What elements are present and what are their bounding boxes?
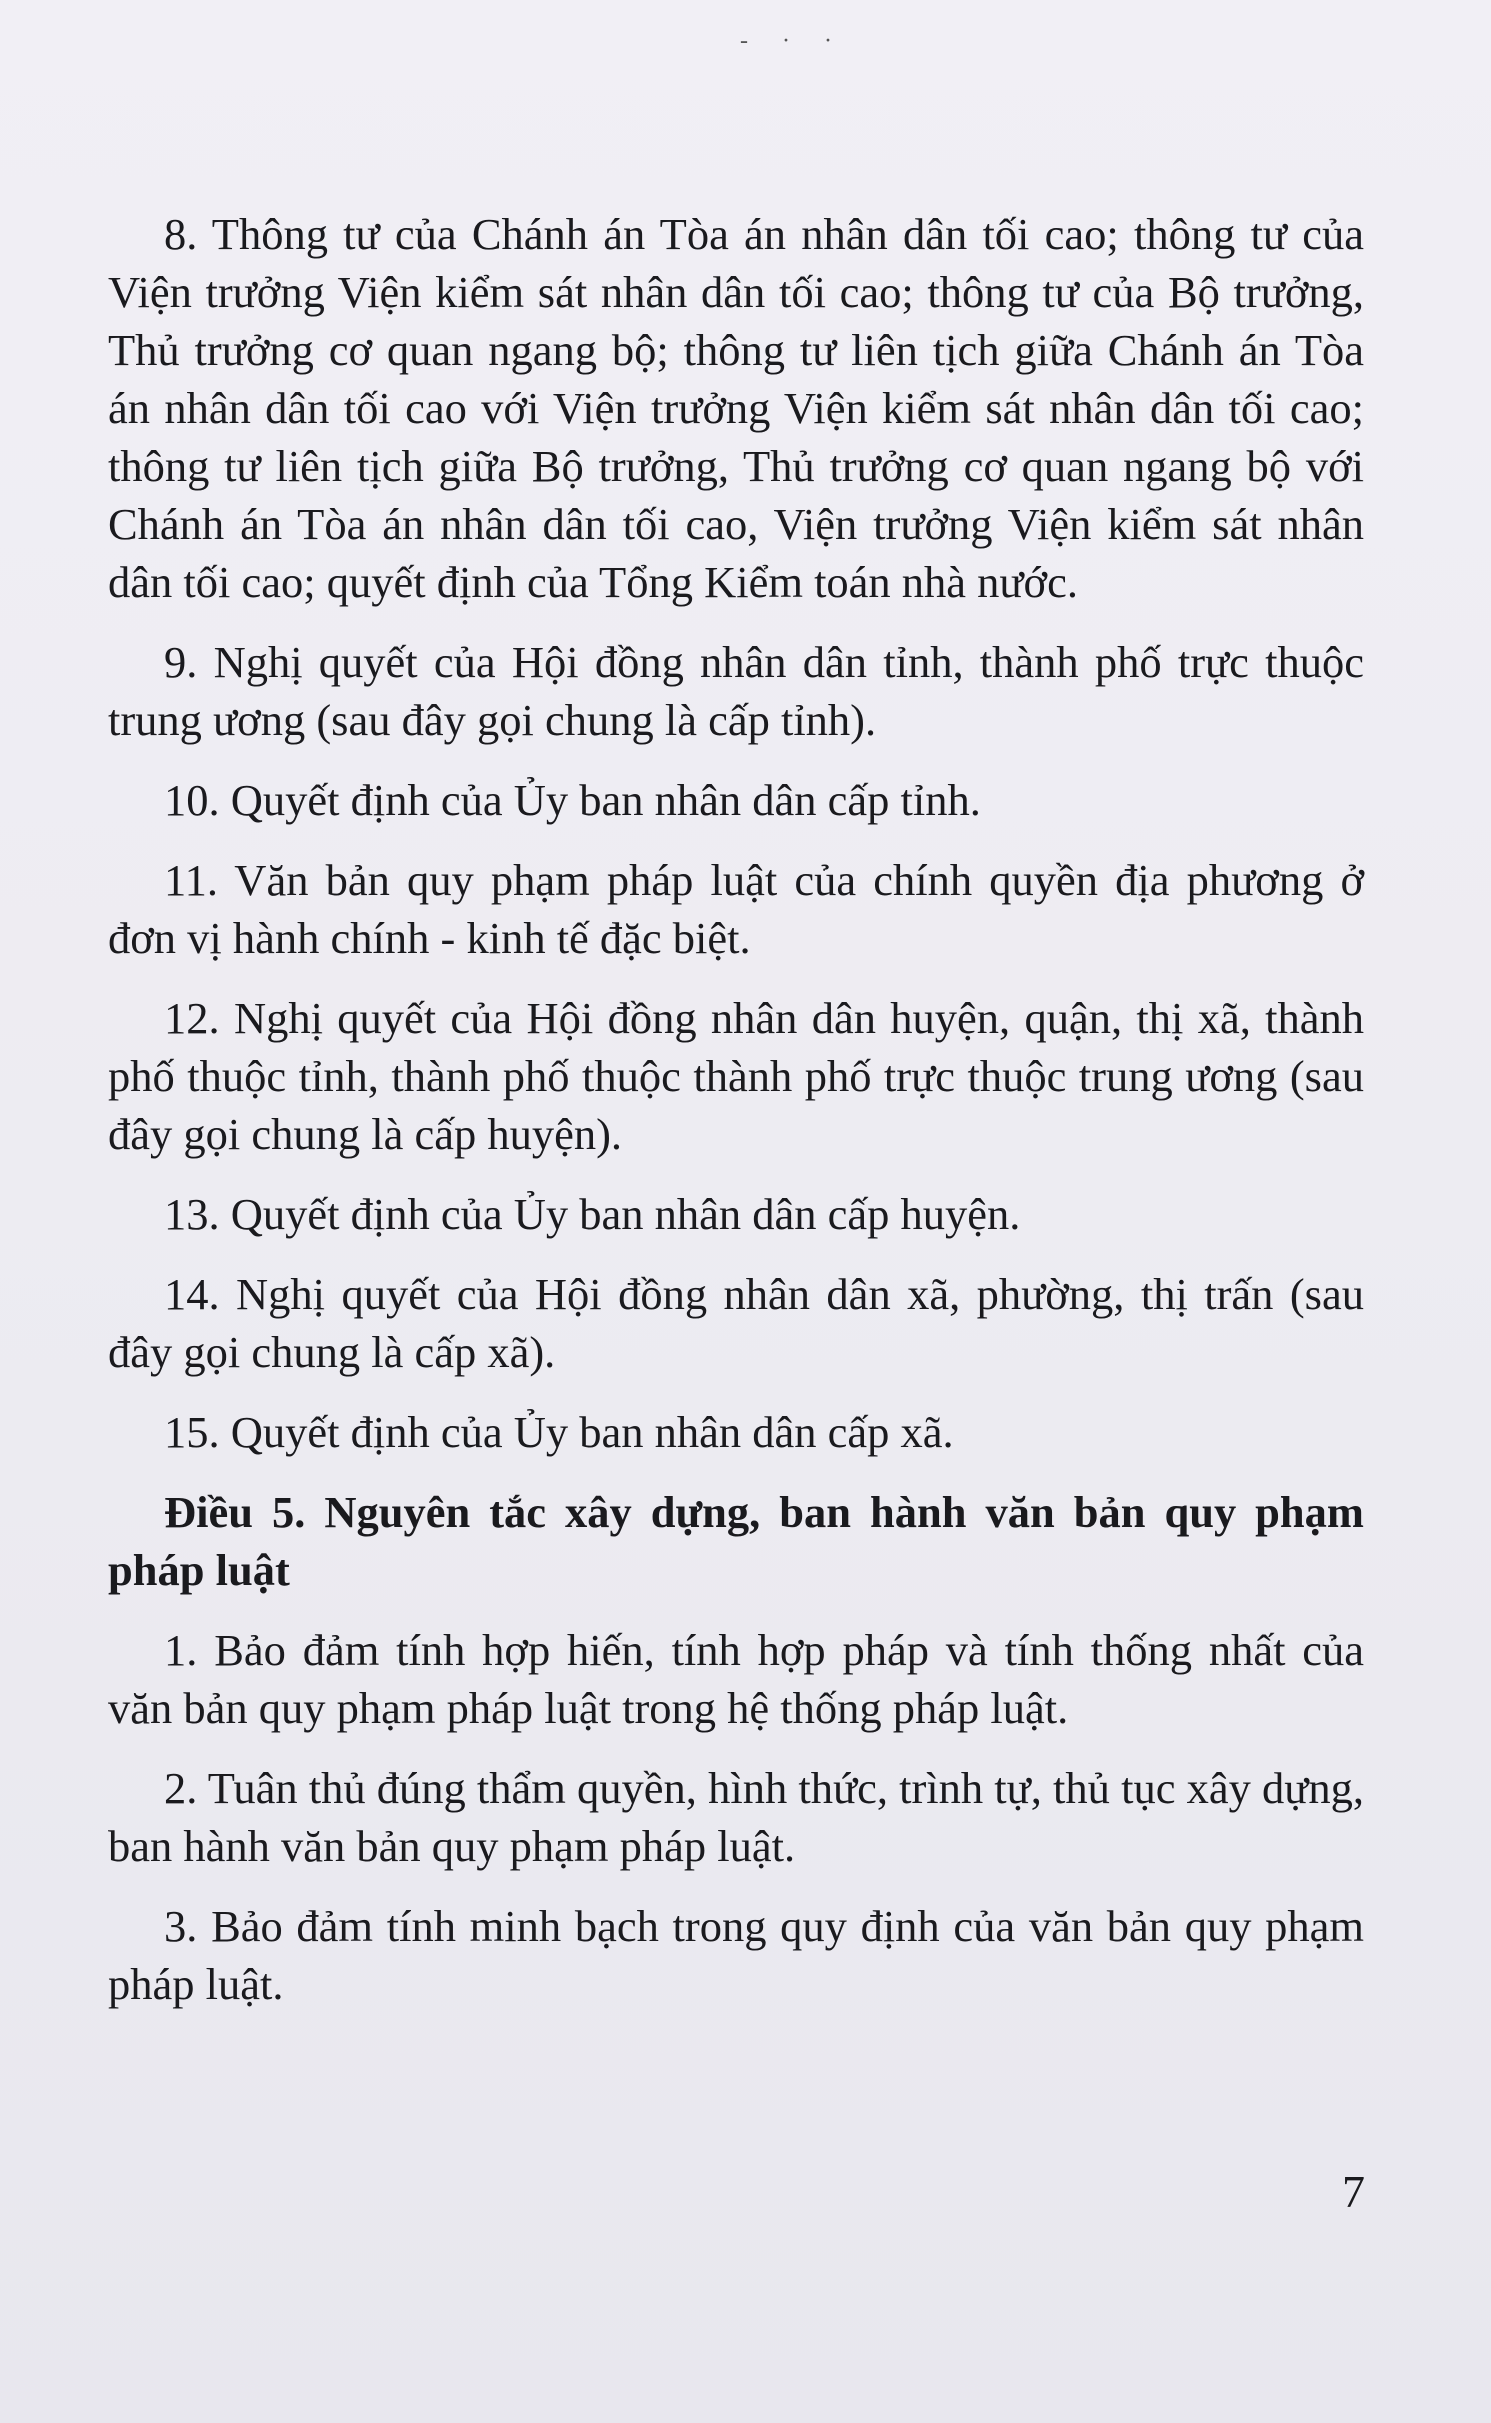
- paragraph-8: 8. Thông tư của Chánh án Tòa án nhân dân tối cao; thông tư của Viện trưởng Viện kiểm sát nhân dân tối cao; thông tư của Bộ trưởng, Thủ trưởng cơ quan ngang bộ; thông tư liên tịch giữa Chánh án Tòa án nhân dân tối cao với Viện trưởng Viện kiểm sát nhân dân tối cao; thông tư liên tịch giữa Bộ trưởng, Thủ trưởng cơ quan ngang bộ với Chánh án Tòa án nhân dân tối cao, Viện trưởng Viện kiểm sát nhân dân tối cao; quyết định của Tổng Kiểm toán nhà nước.: [108, 209, 1364, 607]
- article-5-heading: Điều 5. Nguyên tắc xây dựng, ban hành văn bản quy phạm pháp luật: [108, 1487, 1364, 1595]
- top-marks: - · ·: [740, 28, 846, 54]
- paragraph-14: 14. Nghị quyết của Hội đồng nhân dân xã, phường, thị trấn (sau đây gọi chung là cấp xã).: [108, 1269, 1364, 1377]
- page-number: 7: [1342, 2166, 1365, 2217]
- paragraph-12: 12. Nghị quyết của Hội đồng nhân dân huyện, quận, thị xã, thành phố thuộc tỉnh, thành phố thuộc thành phố trực thuộc trung ương (sau đây gọi chung là cấp huyện).: [108, 993, 1364, 1159]
- paragraph-10: 10. Quyết định của Ủy ban nhân dân cấp tỉnh.: [164, 775, 981, 825]
- paragraph-9: 9. Nghị quyết của Hội đồng nhân dân tỉnh, thành phố trực thuộc trung ương (sau đây gọi chung là cấp tỉnh).: [108, 637, 1364, 745]
- paragraph-11: 11. Văn bản quy phạm pháp luật của chính quyền địa phương ở đơn vị hành chính - kinh tế đặc biệt.: [108, 855, 1364, 963]
- paragraph-13: 13. Quyết định của Ủy ban nhân dân cấp huyện.: [164, 1189, 1021, 1239]
- article-5-clause-1: 1. Bảo đảm tính hợp hiến, tính hợp pháp và tính thống nhất của văn bản quy phạm pháp luật trong hệ thống pháp luật.: [108, 1625, 1364, 1733]
- article-5-clause-2: 2. Tuân thủ đúng thẩm quyền, hình thức, trình tự, thủ tục xây dựng, ban hành văn bản quy phạm pháp luật.: [108, 1763, 1364, 1871]
- paragraph-15: 15. Quyết định của Ủy ban nhân dân cấp xã.: [164, 1407, 954, 1457]
- article-5-clause-3: 3. Bảo đảm tính minh bạch trong quy định của văn bản quy phạm pháp luật.: [108, 1901, 1364, 2009]
- page-body: [108, 205, 1364, 2035]
